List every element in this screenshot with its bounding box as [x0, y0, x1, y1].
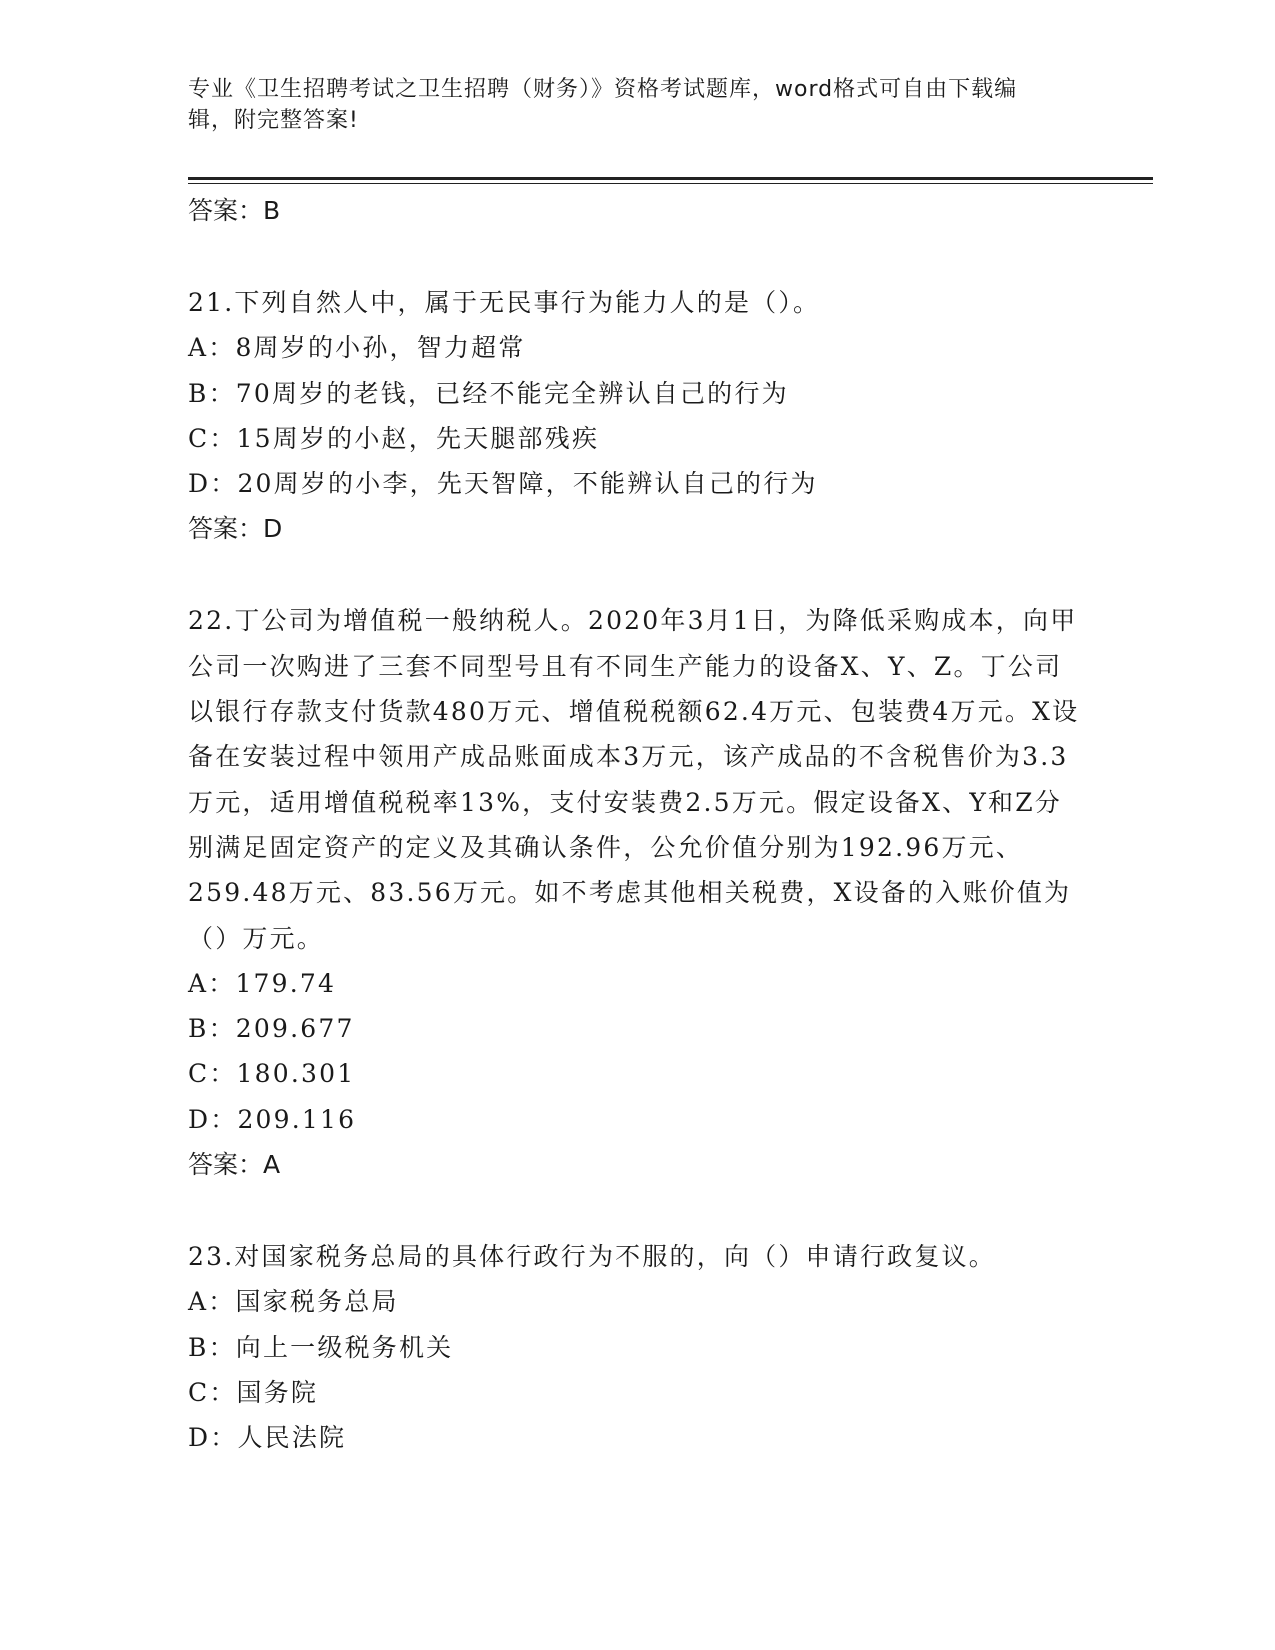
option-a: A：8周岁的小孙，智力超常: [188, 333, 526, 363]
previous-answer: 答案：B: [188, 196, 281, 225]
question-text: 21.下列自然人中，属于无民事行为能力人的是（）。: [188, 288, 821, 317]
option-a: A：179.74: [188, 968, 337, 998]
option-b: B：向上一级税务机关: [188, 1332, 454, 1362]
option-c: C：15周岁的小赵，先天腿部残疾: [188, 423, 600, 453]
question-text: 23.对国家税务总局的具体行政行为不服的，向（）申请行政复议。: [188, 1242, 996, 1272]
option-d: D：209.116: [188, 1104, 357, 1134]
option-d: D：20周岁的小李，先天智障，不能辨认自己的行为: [188, 469, 818, 499]
option-a: A：国家税务总局: [188, 1287, 399, 1317]
option-c: C：180.301: [188, 1059, 356, 1089]
answer-line: 答案：D: [188, 514, 283, 544]
document-header: [188, 74, 1058, 136]
option-c: C：国务院: [188, 1377, 319, 1407]
question-text: 22.丁公司为增值税一般纳税人。2020年3月1日，为降低采购成本，向甲公司一次购进了三套不同型号且有不同生产能力的设备X、Y、Z。丁公司以银行存款支付货款480万元、增值税税额62.4万元、包装费4万元。X设备在安装过程中领用产成品账面成本3万元，该产成品的不含税售价为3.3万元，适用增值税税率13%，支付安装费2.5万元。假定设备X、Y和Z分别满足固定资产的定义及其确认条件，公允价值分别为192.96万元、259.48万元、83.56万元。如不考虑其他相关税费，X设备的入账价值为（）万元。: [188, 606, 1080, 953]
header-rule-thick: [188, 177, 1153, 180]
option-b: B：70周岁的老钱，已经不能完全辨认自己的行为: [188, 378, 789, 408]
question-21: [188, 280, 1088, 551]
option-d: D：人民法院: [188, 1423, 347, 1453]
question-22: [188, 598, 1088, 1187]
answer-line: 答案：A: [188, 1150, 281, 1180]
question-content: [188, 188, 1088, 1461]
question-23: [188, 1234, 1088, 1460]
header-rule-thin: [188, 183, 1153, 184]
header-intro: 专业《卫生招聘考试之卫生招聘（财务）》资格考试题库，word格式可自由下载编辑，附完整答案!: [188, 77, 1018, 133]
option-b: B：209.677: [188, 1014, 355, 1044]
